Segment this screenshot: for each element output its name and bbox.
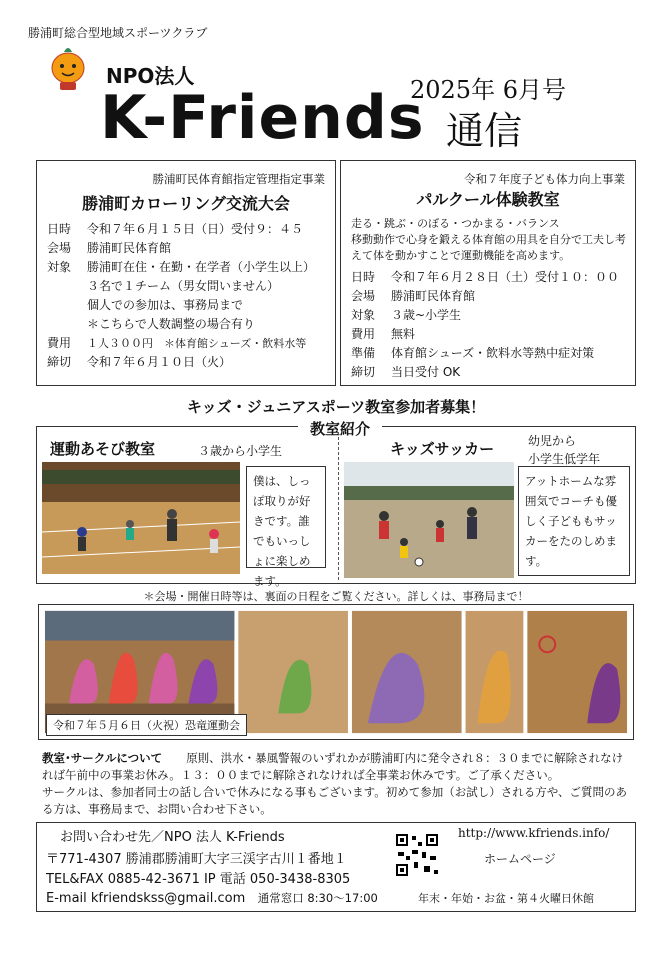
detail-row — [351, 344, 629, 363]
contact-name: お問い合わせ先／NPO 法人 K-Friends — [60, 830, 285, 845]
detail-value: 令和７年６月１０日（火） — [87, 355, 232, 369]
detail-key: 日時 — [351, 270, 376, 284]
detail-key — [47, 296, 87, 315]
detail-row — [47, 315, 329, 334]
contact-hours: 通常窓口 8:30〜17:00 — [257, 891, 378, 905]
detail-value: 無料 — [391, 327, 416, 341]
class-2-speech-bubble: アットホームな雰囲気でコーチも優しく子どももサッカーをたのしめます。 — [518, 466, 630, 576]
class-2-age — [528, 432, 600, 468]
detail-row — [47, 277, 329, 296]
curling-sponsor: 勝浦町民体育館指定管理指定事業 — [152, 172, 325, 186]
newsletter-title: K-Friends — [100, 83, 425, 153]
detail-row — [351, 363, 629, 382]
detail-row — [47, 239, 329, 258]
class-2-age-line-2: 小学生低学年 — [528, 452, 601, 466]
detail-key: 準備 — [351, 346, 376, 360]
recruit-banner: キッズ・ジュニアスポーツ教室参加者募集！ — [186, 398, 486, 416]
detail-value: 勝浦町民体育館 — [391, 289, 476, 303]
detail-row — [47, 258, 329, 277]
detail-key: 対象 — [47, 260, 72, 274]
detail-row — [351, 268, 629, 287]
newsletter-subtitle: 通信 — [446, 109, 523, 153]
npo-label: NPO法人 — [106, 64, 195, 88]
gym-class-photo — [42, 462, 240, 574]
parkour-title: パルクール体験教室 — [416, 190, 560, 209]
parkour-desc-1: 走る・跳ぶ・のぼる・つかまる・バランス — [351, 217, 560, 230]
soccer-class-photo — [344, 462, 514, 578]
qr-code-icon[interactable] — [394, 832, 440, 878]
classes-intro-heading: 教室紹介 — [298, 418, 382, 439]
circle-info-text-2: サークルは、参加者同士の話し合いで休みになる事もございます。初めて参加（お試し）される方や、ご質問のある方は、事務局まで、お問い合わせ下さい。 — [42, 785, 627, 816]
class-1-title: 運動あそび教室 — [50, 440, 156, 458]
detail-value: 勝浦町民体育館 — [87, 241, 172, 255]
parkour-event-panel — [340, 160, 636, 386]
circle-info-text-1: 原則、洪水・暴風警報のいずれかが勝浦町内に発令され８：３０までに解除されなければ午前中の事業お休み。１３：００までに解除されなければ全事業お休みです。ご了承ください。 — [42, 751, 624, 782]
detail-value: 当日受付 OK — [391, 365, 461, 379]
class-1-speech-bubble: 僕は、しっぽ取りが好きです。誰でもいっしょに楽しめます。 — [246, 466, 326, 568]
detail-row — [47, 296, 329, 315]
detail-value: 個人での参加は、事務局まで — [87, 298, 244, 312]
detail-key: 締切 — [351, 365, 376, 379]
contact-address: 〒771-4307 勝浦郡勝浦町大字三渓字古川１番地１ — [46, 852, 347, 867]
detail-row — [47, 220, 329, 239]
parkour-desc-2: 移動動作で心身を鍛える体育館の用具を自分で工夫し考えて体を動かすことで運動機能を高めます。 — [351, 233, 626, 262]
contact-closed-days: 年末・年始・お盆・第４火曜日休館 — [418, 892, 594, 905]
contact-email-line — [46, 890, 378, 906]
detail-value: ３名で１チーム（男女問いません） — [87, 279, 280, 293]
mascot-logo-icon — [48, 44, 88, 92]
detail-value: ３歳~小学生 — [391, 308, 462, 322]
curling-title: 勝浦町カローリング交流大会 — [82, 194, 290, 213]
detail-key: 対象 — [351, 308, 376, 322]
class-divider — [338, 432, 340, 580]
detail-row — [351, 325, 629, 344]
class-1-age: ３歳から小学生 — [198, 444, 283, 458]
event-caption: 令和７年５月６日（火祝）恐竜運動会 — [46, 714, 247, 736]
detail-value: 令和７年６月１５日（日）受付９：４５ — [87, 222, 304, 236]
detail-row — [47, 334, 329, 353]
detail-key — [47, 277, 87, 296]
contact-phone: TEL&FAX 0885-42-3671 IP 電話 050-3438-8305 — [46, 872, 351, 887]
circle-info-heading: 教室･サークルについて — [42, 751, 163, 765]
detail-key: 費用 — [351, 327, 376, 341]
website-link[interactable]: http://www.kfriends.info/ — [458, 826, 610, 840]
detail-row — [47, 353, 329, 372]
detail-value: ＊こちらで人数調整の場合有り — [87, 317, 255, 331]
circle-info — [36, 748, 636, 818]
detail-key: 日時 — [47, 222, 72, 236]
detail-key: 締切 — [47, 355, 72, 369]
detail-key: 会場 — [47, 241, 72, 255]
schedule-note: ＊会場・開催日時等は、裏面の日程をご覧ください。詳しくは、事務局まで！ — [143, 590, 529, 603]
curling-details — [37, 220, 335, 372]
detail-value: 勝浦町在住・在勤・在学者（小学生以上） — [87, 260, 316, 274]
class-2-age-line-1: 幼児から — [528, 434, 577, 448]
parkour-details — [341, 216, 635, 382]
club-name: 勝浦町総合型地域スポーツクラブ — [28, 26, 208, 40]
curling-event-panel — [36, 160, 336, 386]
detail-row — [351, 287, 629, 306]
detail-value: １人３００円 ＊体育館シューズ・飲料水等 — [87, 337, 307, 350]
homepage-label: ホームページ — [484, 852, 556, 866]
contact-email[interactable]: E-mail kfriendskss@gmail.com — [46, 891, 246, 906]
detail-key: 費用 — [47, 336, 72, 350]
detail-value: 令和７年６月２８日（土）受付１０：００ — [391, 270, 620, 284]
parkour-sponsor: 令和７年度子ども体力向上事業 — [464, 172, 625, 186]
detail-key — [47, 315, 87, 334]
class-2-title: キッズサッカー — [390, 440, 495, 458]
detail-row — [351, 306, 629, 325]
issue-date: 2025年 6月号 — [410, 76, 566, 104]
detail-value: 体育館シューズ・飲料水等熱中症対策 — [391, 346, 595, 360]
detail-key: 会場 — [351, 289, 376, 303]
